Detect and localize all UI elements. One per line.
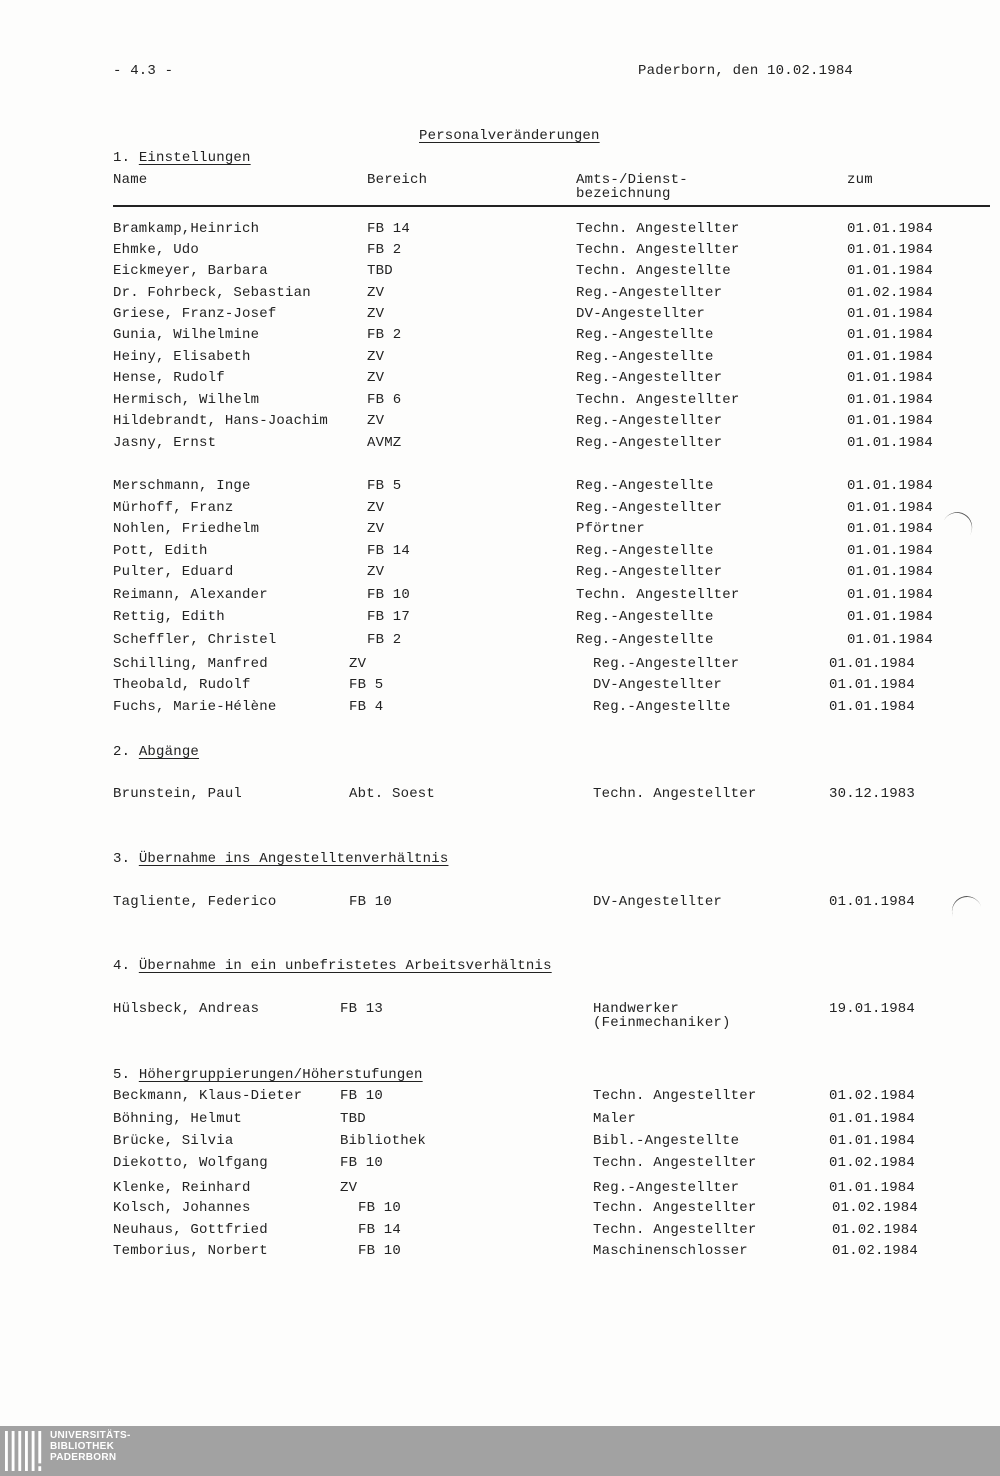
row-amt: Techn. Angestellter xyxy=(576,587,740,603)
logo-line3: PADERBORN xyxy=(50,1452,117,1463)
section5-title: Höhergruppierungen/Höherstufungen xyxy=(138,1067,423,1083)
row-name: Hermisch, Wilhelm xyxy=(113,392,260,408)
section4-heading xyxy=(113,958,552,974)
table-row xyxy=(0,632,1000,652)
library-footer xyxy=(0,1426,1000,1476)
table-row xyxy=(0,327,1000,347)
row-amt: Reg.-Angestellte xyxy=(576,327,714,343)
row-name: Beckmann, Klaus-Dieter xyxy=(113,1088,303,1104)
row-zum: 01.01.1984 xyxy=(829,1111,916,1127)
table-row xyxy=(0,1222,1000,1242)
row-amt: Reg.-Angestellter xyxy=(576,370,723,386)
row-amt: Maler xyxy=(593,1111,637,1127)
row-name: Merschmann, Inge xyxy=(113,478,251,494)
row-amt: DV-Angestellter xyxy=(593,894,723,910)
table-row xyxy=(0,543,1000,563)
table-row xyxy=(0,500,1000,520)
row-amt: Techn. Angestellter xyxy=(576,242,740,258)
row-amt: Reg.-Angestellter xyxy=(576,285,723,301)
row-bereich: FB 5 xyxy=(367,478,402,494)
row-zum: 01.01.1984 xyxy=(847,221,934,237)
table-row xyxy=(0,656,1000,676)
row-bereich: FB 14 xyxy=(367,221,411,237)
section4-number: 4. xyxy=(113,958,131,974)
row-amt: Reg.-Angestellte xyxy=(576,609,714,625)
table-row xyxy=(0,609,1000,629)
row-amt: Techn. Angestellter xyxy=(593,1200,757,1216)
section3-title: Übernahme ins Angestelltenverhältnis xyxy=(138,851,449,867)
row-bereich: ZV xyxy=(367,521,385,537)
row-amt: Techn. Angestellter xyxy=(593,786,757,802)
row-amt: Reg.-Angestellte xyxy=(576,543,714,559)
row-zum: 01.02.1984 xyxy=(847,285,934,301)
header-rule xyxy=(113,205,990,207)
row-bereich: TBD xyxy=(367,263,393,279)
row-amt: Techn. Angestellter xyxy=(576,392,740,408)
section1-number: 1. xyxy=(113,150,131,166)
row-amt: Reg.-Angestellter xyxy=(593,1180,740,1196)
row-amt: Techn. Angestellter xyxy=(593,1155,757,1171)
col-header-amt-line2: bezeichnung xyxy=(576,186,671,202)
row-zum: 01.01.1984 xyxy=(829,1133,916,1149)
row-name: Pott, Edith xyxy=(113,543,208,559)
row-name: Jasny, Ernst xyxy=(113,435,217,451)
table-row xyxy=(0,1200,1000,1220)
table-row xyxy=(0,392,1000,412)
row-zum: 01.01.1984 xyxy=(847,242,934,258)
table-row xyxy=(0,285,1000,305)
row-name: Diekotto, Wolfgang xyxy=(113,1155,268,1171)
row-zum: 01.02.1984 xyxy=(832,1200,919,1216)
row-bereich: FB 10 xyxy=(340,1088,384,1104)
row-name: Kolsch, Johannes xyxy=(113,1200,251,1216)
row-bereich: ZV xyxy=(340,1180,358,1196)
row-zum: 01.02.1984 xyxy=(829,1088,916,1104)
row-amt: Maschinenschlosser xyxy=(593,1243,748,1259)
table-row xyxy=(0,349,1000,369)
row-zum: 01.01.1984 xyxy=(829,677,916,693)
row-bereich: FB 10 xyxy=(367,587,411,603)
row-name: Griese, Franz-Josef xyxy=(113,306,277,322)
row-name: Brücke, Silvia xyxy=(113,1133,234,1149)
section3-number: 3. xyxy=(113,851,131,867)
row-amt: Reg.-Angestellte xyxy=(593,699,731,715)
row-name: Mürhoff, Franz xyxy=(113,500,234,516)
row-zum: 30.12.1983 xyxy=(829,786,916,802)
row-bereich: ZV xyxy=(367,370,385,386)
row-zum: 01.01.1984 xyxy=(829,656,916,672)
logo-line1: UNIVERSITÄTS- xyxy=(50,1430,131,1441)
row-name: Fuchs, Marie-Hélène xyxy=(113,699,277,715)
row-zum: 01.01.1984 xyxy=(847,263,934,279)
col-header-bereich: Bereich xyxy=(367,172,428,188)
row-bereich: AVMZ xyxy=(367,435,402,451)
table-row xyxy=(0,786,1000,806)
row-zum: 01.01.1984 xyxy=(847,349,934,365)
table-row xyxy=(0,521,1000,541)
row-bereich: FB 10 xyxy=(340,1155,384,1171)
row-amt: Reg.-Angestellte xyxy=(576,478,714,494)
table-row xyxy=(0,478,1000,498)
row-zum: 01.01.1984 xyxy=(847,500,934,516)
row-bereich: FB 4 xyxy=(349,699,384,715)
table-row xyxy=(0,242,1000,262)
row-bereich: FB 10 xyxy=(358,1243,402,1259)
row-bereich: ZV xyxy=(367,500,385,516)
table-row xyxy=(0,677,1000,697)
col-header-zum: zum xyxy=(847,172,873,188)
row-amt: Reg.-Angestellter xyxy=(593,656,740,672)
row-bereich: ZV xyxy=(367,413,385,429)
row-zum: 01.01.1984 xyxy=(829,1180,916,1196)
section4-title: Übernahme in ein unbefristetes Arbeitsverhältnis xyxy=(138,958,552,974)
table-row xyxy=(0,1001,1000,1035)
row-name: Neuhaus, Gottfried xyxy=(113,1222,268,1238)
row-bereich: FB 10 xyxy=(349,894,393,910)
row-amt: Reg.-Angestellter xyxy=(576,564,723,580)
section5-heading xyxy=(113,1067,423,1083)
row-zum: 01.01.1984 xyxy=(847,632,934,648)
row-amt: Reg.-Angestellter xyxy=(576,435,723,451)
row-bereich: FB 5 xyxy=(349,677,384,693)
row-name: Ehmke, Udo xyxy=(113,242,200,258)
row-name: Bramkamp,Heinrich xyxy=(113,221,260,237)
row-amt: Reg.-Angestellter xyxy=(576,500,723,516)
row-bereich: FB 2 xyxy=(367,327,402,343)
row-name: Theobald, Rudolf xyxy=(113,677,251,693)
row-bereich: FB 6 xyxy=(367,392,402,408)
row-bereich: Bibliothek xyxy=(340,1133,427,1149)
row-name: Hildebrandt, Hans-Joachim xyxy=(113,413,329,429)
col-header-name: Name xyxy=(113,172,148,188)
table-row xyxy=(0,1243,1000,1263)
row-name: Hense, Rudolf xyxy=(113,370,225,386)
row-name: Eickmeyer, Barbara xyxy=(113,263,268,279)
row-name: Scheffler, Christel xyxy=(113,632,277,648)
row-bereich: ZV xyxy=(349,656,367,672)
table-row xyxy=(0,221,1000,241)
row-zum: 01.02.1984 xyxy=(832,1222,919,1238)
library-logo-text xyxy=(50,1430,131,1463)
row-zum: 01.01.1984 xyxy=(847,478,934,494)
row-zum: 01.02.1984 xyxy=(832,1243,919,1259)
row-zum: 01.01.1984 xyxy=(847,587,934,603)
table-row xyxy=(0,1088,1000,1108)
row-name: Böhning, Helmut xyxy=(113,1111,243,1127)
row-zum: 01.01.1984 xyxy=(829,894,916,910)
row-amt: Reg.-Angestellte xyxy=(576,349,714,365)
row-name: Hülsbeck, Andreas xyxy=(113,1001,260,1017)
table-row xyxy=(0,263,1000,283)
row-zum: 01.01.1984 xyxy=(847,435,934,451)
row-bereich: FB 2 xyxy=(367,242,402,258)
row-bereich: FB 17 xyxy=(367,609,411,625)
row-name: Tagliente, Federico xyxy=(113,894,277,910)
row-zum: 01.01.1984 xyxy=(847,564,934,580)
row-name: Reimann, Alexander xyxy=(113,587,268,603)
row-name: Rettig, Edith xyxy=(113,609,225,625)
row-amt: Reg.-Angestellte xyxy=(576,632,714,648)
row-bereich: ZV xyxy=(367,564,385,580)
table-row xyxy=(0,1111,1000,1131)
row-bereich: ZV xyxy=(367,285,385,301)
table-row xyxy=(0,413,1000,433)
row-bereich: ZV xyxy=(367,349,385,365)
row-zum: 01.01.1984 xyxy=(847,306,934,322)
row-bereich: Abt. Soest xyxy=(349,786,436,802)
section2-title: Abgänge xyxy=(138,744,200,760)
row-name: Heiny, Elisabeth xyxy=(113,349,251,365)
row-zum: 01.01.1984 xyxy=(847,392,934,408)
row-amt: Handwerker xyxy=(593,1001,680,1017)
row-name: Pulter, Eduard xyxy=(113,564,234,580)
table-row xyxy=(0,587,1000,607)
row-amt: Techn. Angestellter xyxy=(576,221,740,237)
section2-heading xyxy=(113,744,199,760)
row-amt: Bibl.-Angestellte xyxy=(593,1133,740,1149)
row-zum: 01.01.1984 xyxy=(847,521,934,537)
row-bereich: FB 14 xyxy=(367,543,411,559)
row-zum: 01.01.1984 xyxy=(847,370,934,386)
section1-title: Einstellungen xyxy=(138,150,251,166)
row-name: Nohlen, Friedhelm xyxy=(113,521,260,537)
page-number: - 4.3 - xyxy=(113,63,174,79)
row-zum: 01.01.1984 xyxy=(847,413,934,429)
row-bereich: TBD xyxy=(340,1111,366,1127)
row-amt: Techn. Angestellter xyxy=(593,1088,757,1104)
row-bereich: FB 14 xyxy=(358,1222,402,1238)
table-row xyxy=(0,435,1000,455)
row-bereich: FB 10 xyxy=(358,1200,402,1216)
row-bereich: FB 13 xyxy=(340,1001,384,1017)
table-row xyxy=(0,564,1000,584)
row-name: Klenke, Reinhard xyxy=(113,1180,251,1196)
row-amt-line2: (Feinmechaniker) xyxy=(593,1015,731,1031)
table-row xyxy=(0,1155,1000,1175)
row-zum: 01.01.1984 xyxy=(829,699,916,715)
row-zum: 01.01.1984 xyxy=(847,609,934,625)
col-header-amt-line1: Amts-/Dienst- xyxy=(576,172,688,188)
table-row xyxy=(0,1180,1000,1200)
row-amt: Techn. Angestellter xyxy=(593,1222,757,1238)
table-row xyxy=(0,699,1000,719)
table-row xyxy=(0,306,1000,326)
section2-number: 2. xyxy=(113,744,131,760)
table-row xyxy=(0,1133,1000,1153)
library-logo-icon xyxy=(4,1431,46,1471)
place-date: Paderborn, den 10.02.1984 xyxy=(638,63,854,79)
row-bereich: ZV xyxy=(367,306,385,322)
row-zum: 01.01.1984 xyxy=(847,327,934,343)
row-name: Brunstein, Paul xyxy=(113,786,243,802)
row-name: Dr. Fohrbeck, Sebastian xyxy=(113,285,311,301)
logo-line2: BIBLIOTHEK xyxy=(50,1441,115,1452)
row-zum: 01.01.1984 xyxy=(847,543,934,559)
row-zum: 01.02.1984 xyxy=(829,1155,916,1171)
row-amt: DV-Angestellter xyxy=(593,677,723,693)
section1-heading xyxy=(113,150,251,166)
row-amt: DV-Angestellter xyxy=(576,306,706,322)
row-amt: Techn. Angestellte xyxy=(576,263,731,279)
row-name: Gunia, Wilhelmine xyxy=(113,327,260,343)
row-amt: Pförtner xyxy=(576,521,645,537)
document-title: Personalveränderungen xyxy=(419,128,600,144)
section3-heading xyxy=(113,851,448,867)
table-row xyxy=(0,370,1000,390)
row-name: Temborius, Norbert xyxy=(113,1243,268,1259)
row-name: Schilling, Manfred xyxy=(113,656,268,672)
row-amt: Reg.-Angestellter xyxy=(576,413,723,429)
table-row xyxy=(0,894,1000,914)
row-zum: 19.01.1984 xyxy=(829,1001,916,1017)
section5-number: 5. xyxy=(113,1067,131,1083)
row-bereich: FB 2 xyxy=(367,632,402,648)
